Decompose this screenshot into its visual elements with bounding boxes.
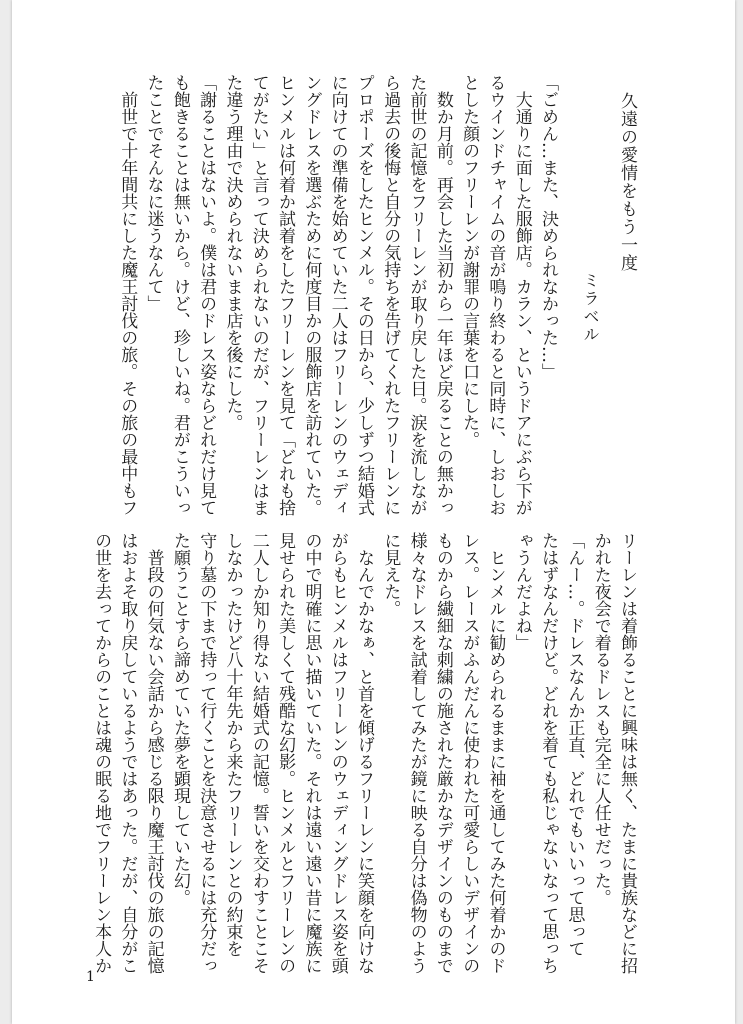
text-line: 普段の何気ない会話から感じる限り魔王討伐の旅の記憶 <box>143 532 164 974</box>
author-name: ミラベル <box>581 272 600 344</box>
text-line: ものから繊細な刺繍の施された厳かなデザインのものまで <box>432 532 453 974</box>
text-line: に向けての準備を始めていた二人はフリーレンのウェディ <box>327 74 348 516</box>
text-line: しなかったけど八十年先から来たフリーレンとの約束を <box>222 532 243 957</box>
text-line: た前世の記憶をフリーレンが取り戻した日。涙を流しなが <box>406 74 427 516</box>
text-line: ングドレスを選ぶために何度目かの服飾店を訪れていた。 <box>301 74 322 516</box>
text-line: 数か月前。再会した当初から一年ほど戻ることの無かっ <box>432 74 453 516</box>
text-line: ヒンメルに勧められるままに袖を通してみた何着かのド <box>485 532 506 974</box>
text-line: 大通りに面した服飾店。カラン、というドアにぶら下が <box>511 74 532 516</box>
text-line: がらもヒンメルはフリーレンのウェディングドレス姿を頭 <box>327 532 348 974</box>
lower-text-block <box>88 532 640 974</box>
text-line: 「ごめん…また、決められなかった…」 <box>538 74 558 380</box>
text-line: ゃうんだよね」 <box>511 532 532 651</box>
text-line: 守り墓の下まで持って行くことを決意させるには充分だっ <box>196 532 217 974</box>
text-line: の世を去ってからのことは魂の眠る地でフリーレン本人か <box>91 532 112 974</box>
text-line: 見せられた美しくて残酷な幻影。ヒンメルとフリーレンの <box>275 532 296 974</box>
text-line: なんでかなぁ、と首を傾げるフリーレンに笑顔を向けな <box>354 532 375 974</box>
text-line: リーレンは着飾ることに興味は無く、たまに貴族などに招 <box>617 532 637 974</box>
text-line: たことでそんなに迷うなんて」 <box>143 74 164 312</box>
text-line: てがたい」と言って決められないのだが、フリーレンはま <box>248 74 269 516</box>
text-line: レス。レースがふんだんに使われた可愛らしいデザインの <box>459 532 480 974</box>
text-line: プロポーズをしたヒンメル。その日から、少しずつ結婚式 <box>353 74 374 516</box>
text-line: 二人しか知り得ない結婚式の記憶。誓いを交わすことこそ <box>248 532 269 974</box>
document-page <box>12 0 735 1024</box>
text-line: に見えた。 <box>380 532 401 617</box>
text-line: るウインドチャイムの音が鳴り終わると同時に、しおしお <box>485 74 506 516</box>
text-line: も飽きることは無いから。けど、珍しいね。君がこういっ <box>169 74 190 516</box>
text-line: かれた夜会で着るドレスも完全に人任せだった。 <box>590 532 611 906</box>
text-line: はおよそ取り戻しているようではあった。だが、自分がこ <box>117 532 138 974</box>
text-line: とした顔のフリーレンが謝罪の言葉を口にした。 <box>459 74 480 448</box>
page-number: 1 <box>86 969 95 985</box>
text-line: 「んー…。ドレスなんか正直、どれでもいいって思って <box>564 532 585 957</box>
text-line: たはずなんだけど。どれを着ても私じゃないなって思っち <box>538 532 559 974</box>
text-line: ヒンメルは何着か試着をしたフリーレンを見て「どれも捨 <box>275 74 296 516</box>
text-line: 様々なドレスを試着してみたが鏡に映る自分は偽物のよう <box>406 532 427 974</box>
upper-text-block <box>114 74 561 516</box>
text-line: た願うことすら諦めていた夢を顕現していた幻。 <box>169 532 190 906</box>
text-line: た違う理由で決められないまま店を後にした。 <box>222 74 243 431</box>
text-line: ら過去の後悔と自分の気持ちを告げてくれたフリーレンに <box>380 74 401 516</box>
story-title: 久遠の愛情をもう一度 <box>617 92 637 272</box>
text-line: の中で明確に思い描いていた。それは遠い遠い昔に魔族に <box>301 532 322 974</box>
text-line: 「謝ることはないよ。僕は君のドレス姿ならどれだけ見て <box>196 74 217 516</box>
text-line: 前世で十年間共にした魔王討伐の旅。その旅の最中もフ <box>117 74 138 516</box>
